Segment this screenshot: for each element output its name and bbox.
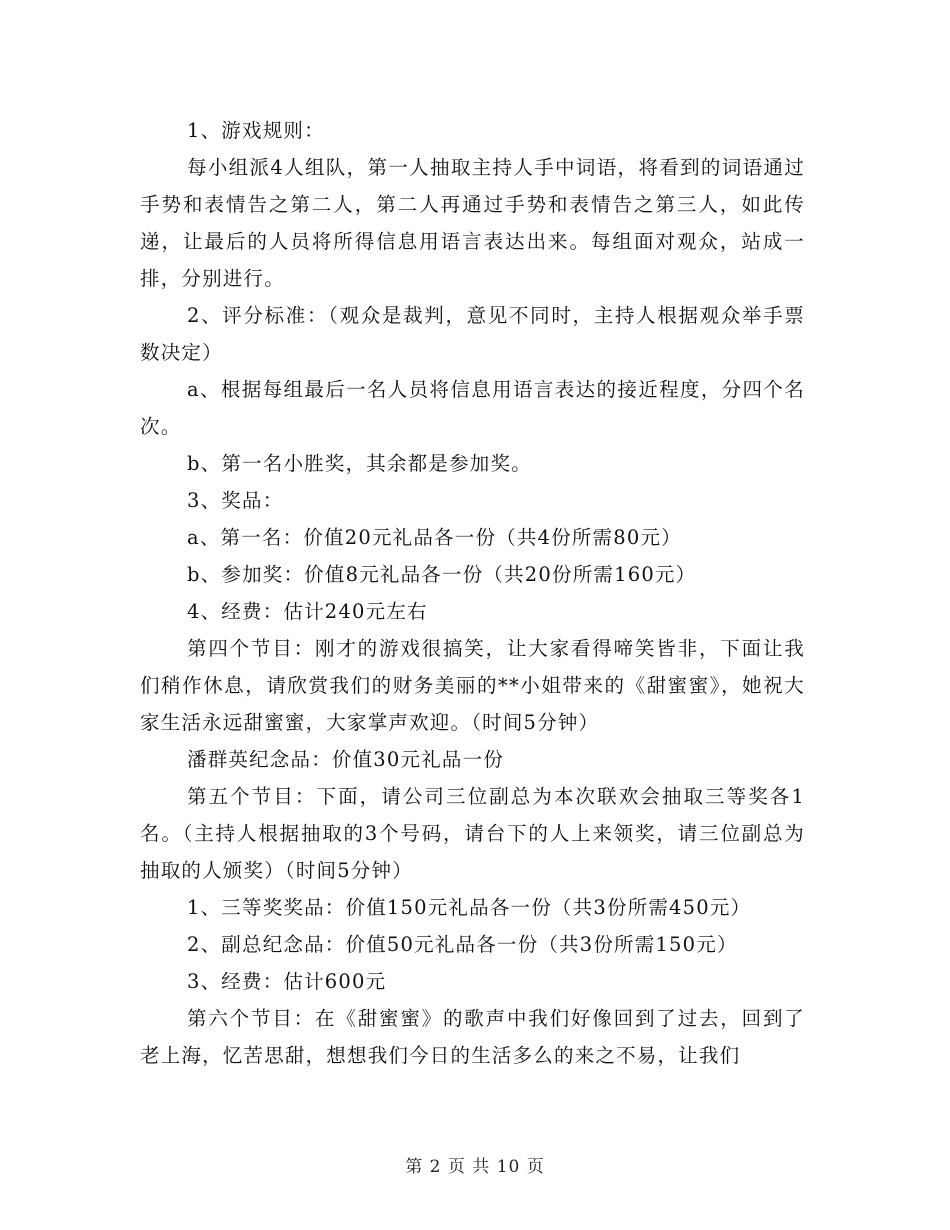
paragraph: 第五个节目：下面，请公司三位副总为本次联欢会抽取三等奖各1名。（主持人根据抽取的3个号码，请台下的人上来领奖，请三位副总为抽取的人颁奖）（时间5分钟） bbox=[140, 785, 805, 882]
paragraph: 2、评分标准：（观众是裁判，意见不同时，主持人根据观众举手票数决定） bbox=[140, 304, 805, 364]
paragraph: 3、奖品： bbox=[187, 489, 284, 512]
paragraph: 潘群英纪念品：价值30元礼品一份 bbox=[187, 748, 505, 771]
paragraph: b、第一名小胜奖，其余都是参加奖。 bbox=[187, 452, 532, 475]
paragraph: 3、经费：估计600元 bbox=[187, 970, 387, 993]
paragraph: 1、游戏规则： bbox=[187, 119, 325, 142]
paragraph: b、参加奖：价值8元礼品各一份（共20份所需160元） bbox=[187, 563, 697, 586]
paragraph: 1、三等奖奖品：价值150元礼品各一份（共3份所需450元） bbox=[187, 896, 752, 919]
paragraph: 2、副总纪念品：价值50元礼品各一份（共3份所需150元） bbox=[187, 933, 738, 956]
document-body bbox=[140, 112, 805, 1074]
paragraph: 4、经费：估计240元左右 bbox=[187, 600, 428, 623]
paragraph: 每小组派4人组队，第一人抽取主持人手中词语，将看到的词语通过手势和表情告之第二人，第二人再通过手势和表情告之第三人，如此传递，让最后的人员将所得信息用语言表达出来。每组面对观众，站成一排，分别进行。 bbox=[140, 156, 805, 290]
paragraph: 第六个节目：在《甜蜜蜜》的歌声中我们好像回到了过去，回到了老上海，忆苦思甜，想想我们今日的生活多么的来之不易，让我们 bbox=[140, 1007, 805, 1067]
paragraph: a、根据每组最后一名人员将信息用语言表达的接近程度，分四个名次。 bbox=[140, 378, 805, 438]
paragraph: 第四个节目：刚才的游戏很搞笑，让大家看得啼笑皆非，下面让我们稍作休息，请欣赏我们的财务美丽的**小姐带来的《甜蜜蜜》，她祝大家生活永远甜蜜蜜，大家掌声欢迎。（时间5分钟） bbox=[140, 637, 805, 734]
paragraph: a、第一名：价值20元礼品各一份（共4份所需80元） bbox=[187, 526, 682, 549]
page-number-footer: 第 2 页 共 10 页 bbox=[405, 1157, 545, 1177]
